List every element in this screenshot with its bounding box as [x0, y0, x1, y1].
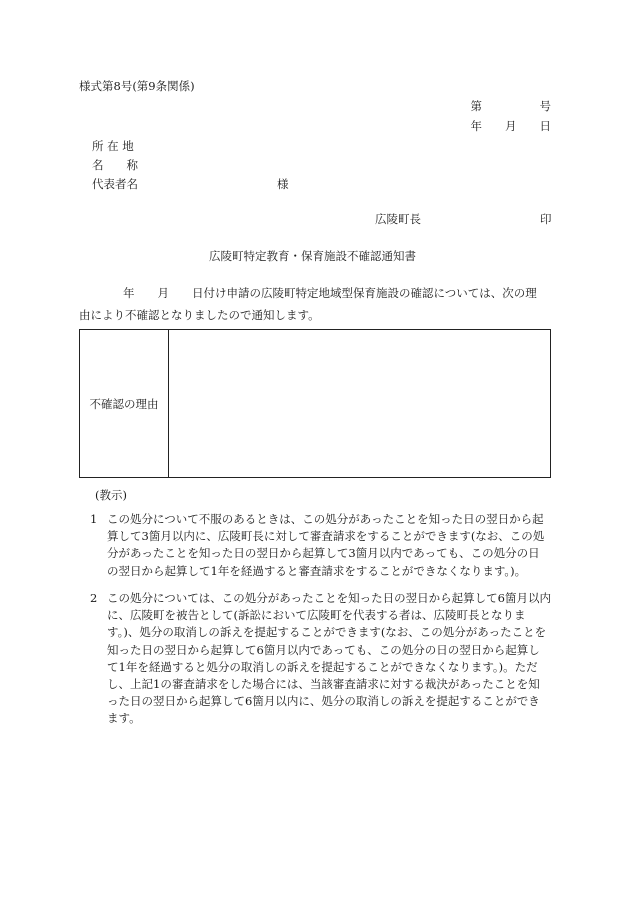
sender-title: 広陵町長 — [375, 212, 421, 226]
reason-label: 不確認の理由 — [80, 330, 169, 478]
notice-item-2-number: 2 — [90, 591, 98, 605]
body-line-2: 由により不確認となりましたので通知します。 — [79, 307, 320, 322]
body-paragraph — [79, 283, 551, 326]
notice-item-2-text: この処分については、この処分があったことを知った日の翌日から起算して6箇月以内に、広陵町を被告として(訴訟において広陵町を代表する者は、広陵町長となります。)、処分の取消しの訴えを提起することができます(なお、この処分があったことを知った日の翌日から起算して6箇月以内であっても、この処分の日の翌日から起算して1年を経過すると処分の取消しの訴えを提起することができなくなります。)。ただし、上記1の審査請求をした場合には、当該審査請求に対する裁決があったことを知った日の翌日から起算して6箇月以内に、処分の取消しの訴えを提起することができます。 — [107, 591, 551, 726]
document-title: 広陵町特定教育・保育施設不確認通知書 — [209, 249, 416, 263]
form-number: 様式第8号(第9条関係) — [79, 79, 195, 93]
address-label: 所 在 地 — [92, 139, 134, 153]
issue-date: 年 月 日 — [470, 119, 551, 133]
honorific-sama: 様 — [277, 177, 289, 191]
document-number: 第 号 — [470, 99, 551, 113]
notice-item-2 — [79, 590, 551, 728]
seal-mark: 印 — [540, 212, 552, 226]
notice-item-1-text: この処分について不服のあるときは、この処分があったことを知った日の翌日から起算して3箇月以内に、広陵町長に対して審査請求をすることができます(なお、この処分があったことを知った日の翌日から起算して3箇月以内であっても、この処分の日の翌日から起算して1年を経過すると審査請求をすることができなくなります。)。 — [107, 512, 545, 578]
notice-item-1 — [79, 511, 551, 580]
notice-item-1-number: 1 — [90, 512, 98, 526]
body-line-1: 年 月 日付け申請の広陵町特定地域型保育施設の確認については、次の理 — [123, 286, 537, 300]
representative-label: 代表者名 — [92, 177, 138, 191]
reason-table — [79, 329, 551, 478]
notice-heading: (教示) — [95, 488, 127, 502]
reason-value-cell — [169, 330, 551, 478]
name-label: 名 称 — [92, 158, 138, 172]
